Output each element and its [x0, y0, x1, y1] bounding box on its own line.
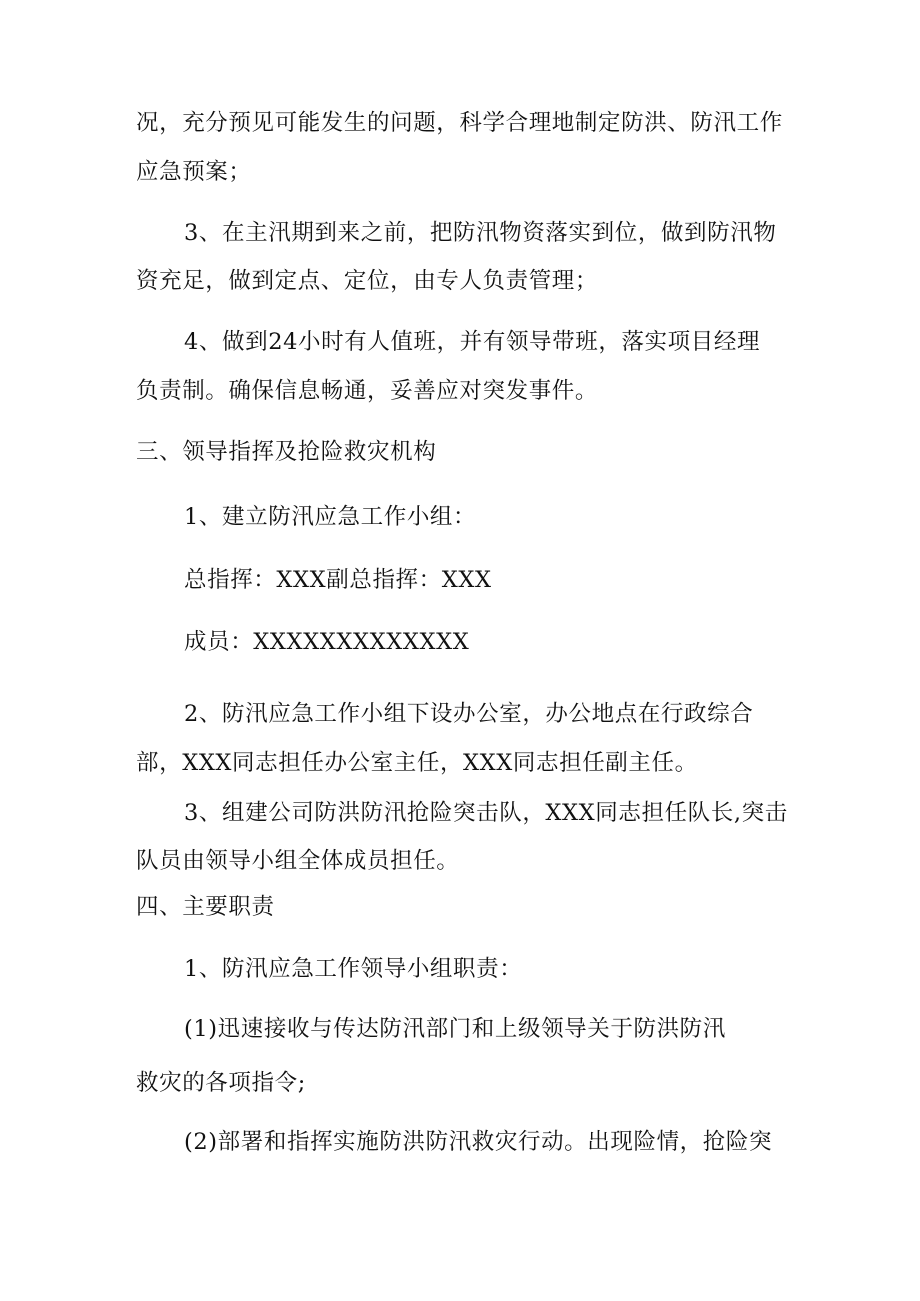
text-line: 应急预案；: [136, 159, 252, 185]
text-line: 3、组建公司防洪防汛抢险突击队，XXX同志担任队长,突击: [184, 800, 788, 826]
text-line: (1)迅速接收与传达防汛部门和上级领导关于防洪防汛: [184, 1016, 726, 1042]
text-line: 1、防汛应急工作领导小组职责：: [184, 956, 523, 982]
text-line: (2)部署和指挥实施防洪防汛救灾行动。出现险情，抢险突: [184, 1129, 773, 1155]
text-line: 4、做到24小时有人值班，并有领导带班，落实项目经理: [184, 329, 761, 355]
text-line: 救灾的各项指令;: [136, 1070, 306, 1096]
text-line: 资充足，做到定点、定位，由专人负责管理；: [136, 268, 599, 294]
section-heading: 四、主要职责: [136, 894, 275, 920]
text-line: 成员：XXXXXXXXXXXXX: [184, 629, 470, 655]
text-line: 部，XXX同志担任办公室主任，XXX同志担任副主任。: [136, 750, 698, 776]
text-line: 况，充分预见可能发生的问题，科学合理地制定防洪、防汛工作: [136, 110, 783, 136]
section-heading: 三、领导指挥及抢险救灾机构: [136, 439, 437, 465]
text-line: 1、建立防汛应急工作小组：: [184, 504, 477, 530]
text-line: 2、防汛应急工作小组下设办公室，办公地点在行政综合: [184, 701, 754, 727]
text-line: 队员由领导小组全体成员担任。: [136, 848, 460, 874]
text-line: 3、在主汛期到来之前，把防汛物资落实到位，做到防汛物: [184, 220, 777, 246]
text-line: 总指挥：XXX副总指挥：XXX: [184, 567, 492, 593]
text-line: 负责制。确保信息畅通，妥善应对突发事件。: [136, 378, 599, 404]
